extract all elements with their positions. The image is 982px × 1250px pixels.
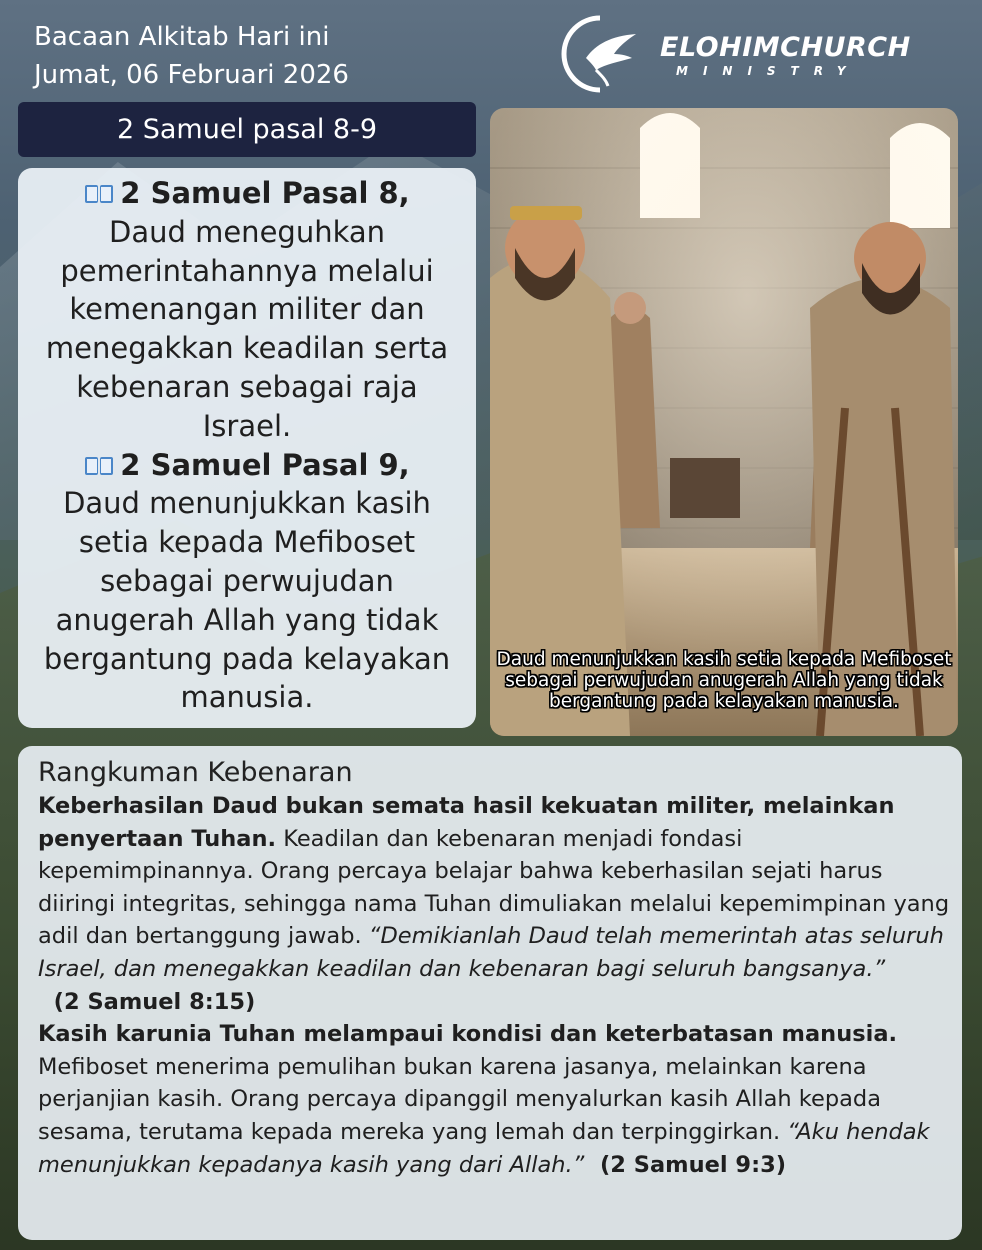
truth-point-2: Kasih karunia Tuhan melampaui kondisi dan keterbatasan manusia. <box>38 1021 898 1048</box>
chapter-8-heading-text: 2 Samuel Pasal 8, <box>120 176 410 210</box>
scripture-quote-1: “Demikianlah Daud telah memerintah atas seluruh Israel, dan menegakkan keadilan dan kebenaran bagi seluruh bangsanya.” <box>38 923 944 982</box>
truth-text-1: Keadilan dan kebenaran menjadi fondasi kepemimpinannya. Orang percaya belajar bahwa keberhasilan sejati harus diiringi integritas, sehingga nama Tuhan dimuliakan melalui kepemimpinan yang adil dan bertanggung jawab. <box>38 825 950 950</box>
truth-summary-card <box>18 746 962 1240</box>
scripture-quote-2: “Aku hendak menunjukkan kepadanya kasih yang dari Allah.” <box>38 1118 930 1178</box>
truth-title: Rangkuman Kebenaran <box>38 757 353 788</box>
chapter-9-heading-text: 2 Samuel Pasal 9, <box>120 447 410 482</box>
truth-point-1: Keberhasilan Daud bukan semata hasil kekuatan militer, melainkan penyertaan Tuhan. <box>38 793 895 852</box>
church-logo <box>556 14 956 94</box>
logo-name: ELOHIMCHURCH <box>660 32 911 63</box>
truth-paragraph-1 <box>38 790 952 1018</box>
illustration-scene <box>490 108 958 736</box>
scripture-reference-2: (2 Samuel 9:3) <box>584 1151 787 1178</box>
chapter-8-summary: Daud meneguhkan pemerintahannya melalui kemenangan militer dan menegakkan keadilan serta kebenaran sebagai raja Israel. <box>45 214 449 443</box>
logo-subtitle: MINISTRY <box>676 64 861 78</box>
chapter-9-heading <box>32 446 462 485</box>
dove-icon <box>556 14 646 94</box>
header-title: Bacaan Alkitab Hari ini <box>34 22 330 52</box>
chapter-8-heading <box>32 174 462 213</box>
illustration-photo <box>490 108 958 736</box>
header-date: Jumat, 06 Februari 2026 <box>34 60 349 90</box>
open-book-icon <box>84 183 114 205</box>
truth-text-2: Mefiboset menerima pemulihan bukan karena jasanya, melainkan karena perjanjian kasih. Orang percaya dipanggil menyalurkan kasih Allah kepada sesama, terutama kepada mereka yang lemah dan terpinggirkan. <box>38 1053 881 1145</box>
passage-reference-bar: 2 Samuel pasal 8-9 <box>18 102 476 157</box>
header-date-block <box>34 18 349 94</box>
truth-paragraph-2 <box>38 1018 952 1181</box>
chapter-summary-card <box>18 168 476 728</box>
chapter-9-summary: Daud menunjukkan kasih setia kepada Mefiboset sebagai perwujudan anugerah Allah yang tidak bergantung pada kelayakan manusia. <box>43 486 451 715</box>
open-book-icon <box>84 455 114 477</box>
photo-caption: Daud menunjukkan kasih setia kepada Mefiboset sebagai perwujudan anugerah Allah yang tidak bergantung pada kelayakan manusia. <box>496 649 952 712</box>
scripture-reference-1: (2 Samuel 8:15) <box>38 988 256 1015</box>
